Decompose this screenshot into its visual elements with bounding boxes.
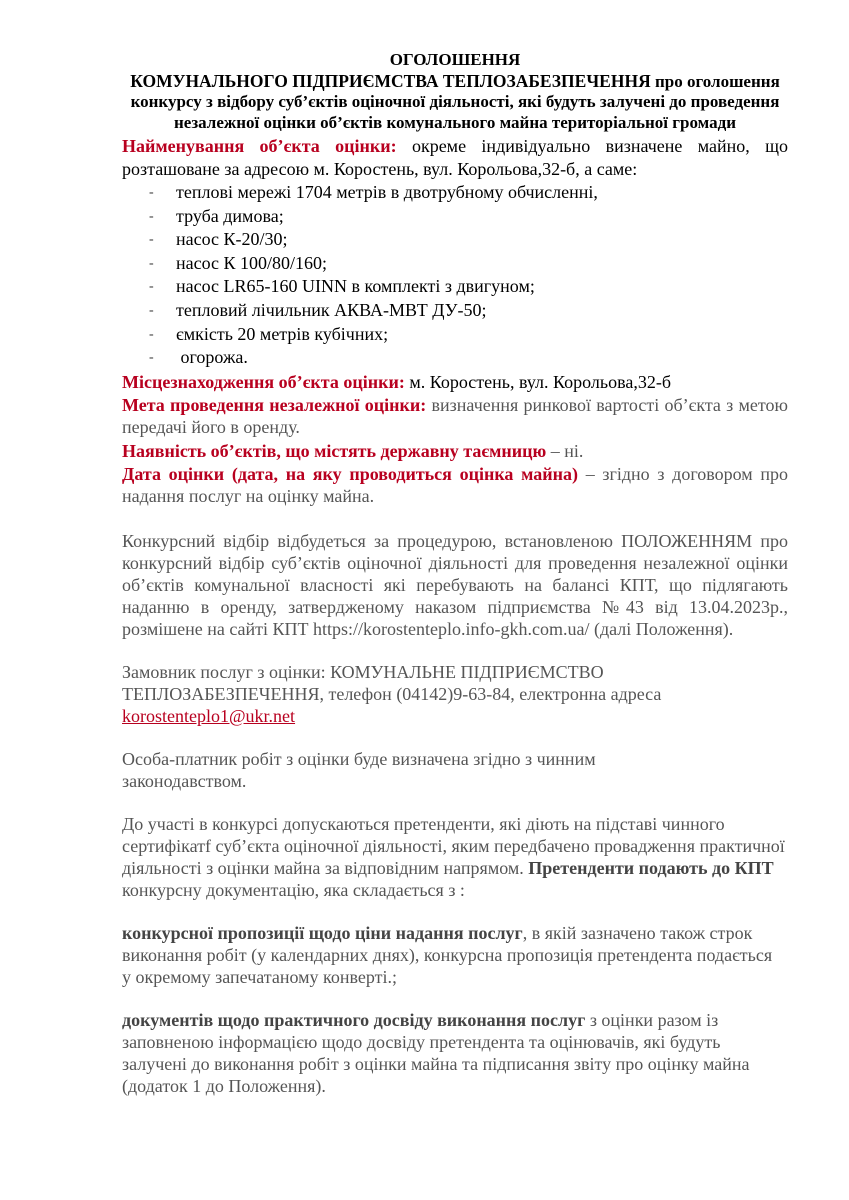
documents-bold: документів щодо практичного досвіду виконання послуг: [122, 1009, 586, 1030]
document-page: [122, 50, 788, 1097]
customer-email-link[interactable]: korostenteplo1@ukr.net: [122, 705, 296, 726]
list-item: - труба димова;: [122, 205, 788, 229]
participants-paragraph: [122, 813, 792, 901]
list-item: - теплові мережі 1704 метрів в двотрубному обчисленні,: [122, 181, 788, 205]
object-label: Найменування об’єкта оцінки:: [122, 136, 397, 156]
dash-marker: -: [149, 279, 154, 295]
secret-label: Наявність об’єктів, що містять державну таємницю: [122, 440, 547, 461]
dash-marker: -: [149, 326, 154, 342]
list-item: - насос LR65-160 UINN в комплекті з двигуном;: [122, 275, 788, 299]
location-label: Місцезнаходження об’єкта оцінки:: [122, 371, 405, 392]
secret-paragraph: [122, 440, 788, 462]
location-paragraph: [122, 371, 788, 393]
purpose-label: Мета проведення незалежної оцінки:: [122, 394, 427, 415]
object-items-list: [122, 181, 788, 370]
procedure-paragraph: Конкурсний відбір відбудеться за процедурою, встановленою ПОЛОЖЕННЯМ про конкурсний відбір суб’єктів оціночної діяльності для проведення незалежної оцінки об’єктів комунальної власності які перебувають на балансі КПТ, що підлягають наданню в оренду, затвердженому наказом підприємства №43 від 13.04.2023р., розмішене на сайті КПТ https://korostenteplo.info-gkh.com.ua/ (далі Положення).: [122, 530, 788, 639]
list-item: - тепловий лічильник АКВА-МВТ ДУ-50;: [122, 299, 788, 323]
list-item: - насос К-20/30;: [122, 228, 788, 252]
proposal-paragraph: [122, 922, 782, 988]
proposal-text: , в якій зазначено також строк виконання робіт (у календарних днях), конкурсна пропозиція претендента подається у окремому запечатаному конверті.;: [122, 922, 773, 987]
date-label: Дата оцінки (дата, на яку проводиться оцінка майна): [122, 463, 579, 484]
dash-marker: -: [149, 302, 154, 318]
participants-rest: конкурсну документацію, яка складається з :: [122, 879, 465, 900]
payer-paragraph: Особа-платник робіт з оцінки буде визначена згідно з чинним законодавством.: [122, 748, 596, 791]
object-text: окреме індивідуально визначене майно, що розташоване за адресою м. Коростень, вул. Корольова,32-б, а саме:: [122, 136, 788, 179]
dash-marker: -: [149, 350, 154, 366]
date-paragraph: [122, 463, 788, 508]
date-text: – згідно з договором про надання послуг на оцінку майна.: [122, 463, 789, 507]
secret-text: – ні.: [546, 440, 584, 461]
customer-text: Замовник послуг з оцінки: КОМУНАЛЬНЕ ПІДПРИЄМСТВО ТЕПЛОЗАБЕЗПЕЧЕННЯ, телефон (04142)9-63-84, електронна адреса: [122, 661, 662, 704]
purpose-text: визначення ринкової вартості об’єкта з метою передачі його в оренду.: [122, 394, 788, 438]
documents-text: з оцінки разом із заповненою інформацією щодо досвіду претендента та оцінювачів, які будуть залучені до виконання робіт з оцінки майна та підписання звіту про оцінку майна (додаток 1 до Положення).: [122, 1009, 750, 1096]
heading-subtitle: [115, 71, 795, 134]
participants-text: До участі в конкурсі допускаються претенденти, які діють на підставі чинного сертифікатf суб’єкта оціночної діяльності, яким передбачено провадження практичної діяльності з оцінки майна за відповідним напрямом.: [122, 813, 785, 878]
participants-bold: Претенденти подають до КПТ: [528, 857, 774, 878]
customer-paragraph: [122, 661, 682, 727]
dash-marker: -: [149, 255, 154, 271]
heading-org: КОМУНАЛЬНОГО ПІДПРИЄМСТВА ТЕПЛОЗАБЕЗПЕЧЕННЯ: [130, 70, 651, 91]
list-item: - насос К 100/80/160;: [122, 252, 788, 276]
dash-marker: -: [149, 232, 154, 248]
heading-title: ОГОЛОШЕННЯ: [389, 50, 521, 69]
heading-rest: про оголошення конкурсу з відбору суб’єктів оціночної діяльності, які будуть залучені до проведення незалежної оцінки об’єктів комунального майна територіальної громади: [130, 71, 780, 132]
proposal-bold: конкурсної пропозиції щодо ціни надання послуг: [122, 922, 523, 943]
dash-marker: -: [149, 185, 154, 200]
object-paragraph: [122, 135, 788, 180]
announcement-heading: [122, 50, 788, 133]
documents-paragraph: [122, 1009, 777, 1097]
list-item: - ємкість 20 метрів кубічних;: [122, 323, 788, 347]
location-text: м. Коростень, вул. Корольова,32-б: [404, 371, 672, 392]
list-item: - огорожа.: [122, 346, 788, 370]
dash-marker: -: [149, 208, 154, 224]
purpose-paragraph: [122, 394, 788, 439]
